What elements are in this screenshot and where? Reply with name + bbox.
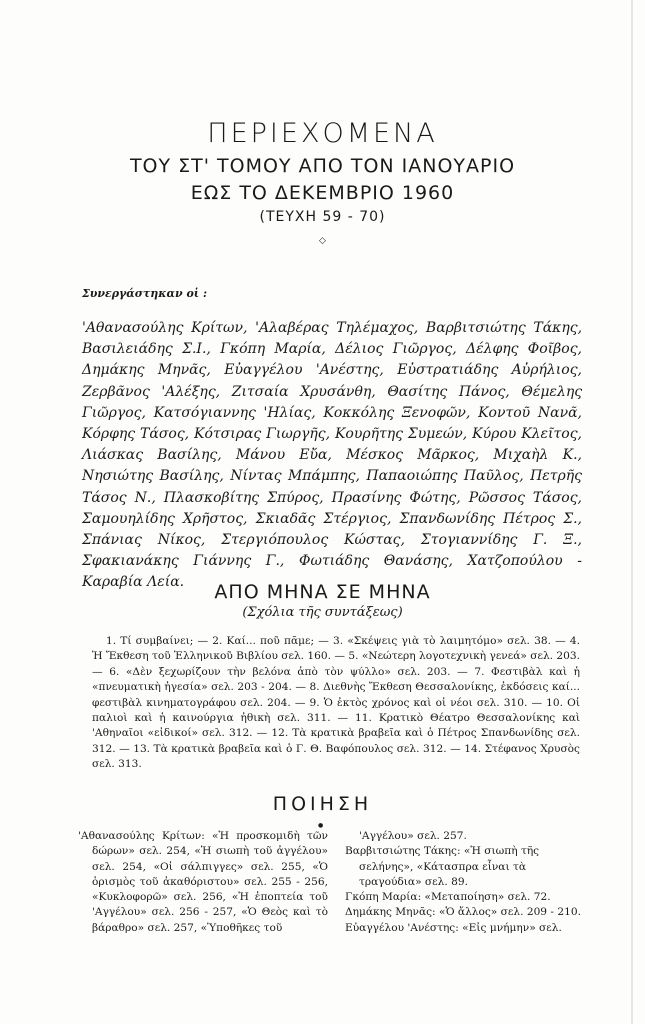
contributor-name: Σαμουηλίδης Χρῆστος, bbox=[82, 510, 248, 527]
poetry-left-column bbox=[78, 829, 328, 936]
contributor-name: Κοντοῦ Νανᾶ, bbox=[478, 404, 582, 421]
contributor-name: Δημάκης Μηνᾶς, bbox=[82, 362, 211, 379]
poetry-entry: Εὐαγγέλου 'Ανέστης: «Εἰς μνήμην» σελ. bbox=[345, 921, 562, 934]
month-section-text: 1. Τί συμβαίνει; — 2. Καί... ποῦ πᾶμε; — 3. «Σκέψεις γιὰ τὸ λαιμητόμο» σελ. 38. — 4. Ἡ Ἔκθεση τοῦ Ἑλληνικοῦ Βιβλίου σελ. 160. — 5. «Νεώτερη λογοτεχνικὴ γενεά» σελ. 203. — 6. «Δὲν ξεχωρίζουν τὴν βελόνα ἀπὸ τὸν ψύλλο» σελ. 203. — 7. Φεστιβὰλ καὶ ἡ «πνευματικὴ ἡγεσία» σελ. 203 - 204. — 8. Διεθνὴς Ἔκθεση Θεσσαλονίκης, ἐκδόσεις καί... φεστιβὰλ κινηματογράφου σελ. 204. — 9. Ὁ ἐκτὸς χρόνος καὶ οἱ νέοι σελ. 310. — 10. Οἱ παλιοὶ καὶ ἡ καινούργια ἠθικὴ σελ. 311. — 11. Κρατικὸ Θέατρο Θεσσαλονίκης καὶ 'Αθηναῖοι «εἰδικοί» σελ. 312. — 12. Τὰ κρατικὰ βραβεῖα καὶ ὁ Πέτρος Σπανδωνίδης σελ. 312. — 13. Τὰ κρατικὰ βραβεῖα καὶ ὁ Γ. Θ. Βαφόπουλος σελ. 312. — 14. Στέφανος Χρυσὸς σελ. 313. bbox=[92, 635, 580, 771]
contributor-name: Θέμελης Γιῶργος, bbox=[82, 383, 583, 421]
contributor-name: Εὐαγγέλου 'Ανέστης, bbox=[224, 362, 384, 379]
contributor-name: Ρῶσσος Τάσος, bbox=[468, 489, 582, 506]
month-section-title: ΑΠΟ ΜΗΝΑ ΣΕ ΜΗΝΑ bbox=[214, 581, 431, 603]
page-edge bbox=[631, 0, 633, 1024]
contributor-name: Μάνου Εὔα, bbox=[235, 447, 332, 464]
contributors-list bbox=[82, 318, 582, 594]
contributor-name: Κουρῆτης Συμεών, bbox=[334, 426, 468, 443]
contributor-name: Στογιαννίδης Γ. Ξ., bbox=[420, 532, 582, 549]
poetry-entry: Δημάκης Μηνᾶς: «Ὁ ἄλλος» σελ. 209 - 210. bbox=[345, 906, 581, 919]
contributor-name: Πετρῆς Τάσος Ν., bbox=[82, 468, 582, 506]
contributor-name: 'Αλαβέρας Τηλέμαχος, bbox=[255, 320, 419, 336]
contributor-name: Δέλφης Φοῖβος, bbox=[465, 341, 582, 358]
contributor-name: Εὐστρατιάδης Αὐρήλιος, bbox=[397, 362, 582, 379]
contributor-name: Βαρβιτσιώτης Τάκης, bbox=[425, 320, 583, 336]
contributor-name: Στεργιόπουλος Κώστας, bbox=[221, 532, 405, 549]
contributor-name: Βασιλειάδης Σ.Ι., bbox=[82, 341, 211, 358]
contributor-name: Ζιτσαία Χρυσάνθη, bbox=[231, 383, 376, 400]
contributor-name: Σπανδωνίδης Πέτρος Σ., bbox=[399, 510, 583, 527]
contributor-name: Σπάνιας Νίκος, bbox=[82, 532, 206, 549]
month-section-subtitle: (Σχόλια τῆς συντάξεως) bbox=[242, 605, 403, 620]
diamond-icon: ◇ bbox=[319, 236, 326, 246]
volume-subtitle: ΤΟΥ ΣΤ' ΤΟΜΟΥ ΑΠΟ ΤΟΝ ΙΑΝΟΥΑΡΙΟ bbox=[129, 155, 516, 177]
poetry-right-column bbox=[345, 829, 585, 936]
contributors-heading: Συνεργάστηκαν οἱ : bbox=[82, 287, 208, 300]
contributor-name: Πρασίνης Φώτης, bbox=[331, 489, 461, 506]
contributor-name: Γκόπη Μαρία, bbox=[220, 341, 326, 358]
contributor-name: 'Αθανασούλης Κρίτων, bbox=[82, 320, 248, 336]
contributor-name: Μιχαὴλ Κ., bbox=[493, 447, 582, 464]
issues-range: (ΤΕΥΧΗ 59 - 70) bbox=[259, 209, 386, 225]
poetry-entry: 'Αγγέλου» σελ. 257. bbox=[359, 830, 467, 842]
poetry-entry: 'Αθανασούλης Κρίτων: «Ἡ προσκομιδὴ τῶν δώρων» σελ. 254, «Ἡ σιωπὴ τοῦ ἀγγέλου» σελ. 254, «Οἱ σάλπιγγες» σελ. 255, «Ὁ ὁρισμὸς τοῦ ἀκαθόριστου» σελ. 255 - 256, «Κυκλοφορῶ» σελ. 256, «Ἡ ἐποπτεία τοῦ 'Αγγέλου» σελ. 256 - 257, «Ὁ Θεὸς καὶ τὸ βάραθρο» σελ. 257, «Ὑποθῆκες τοῦ bbox=[78, 830, 328, 934]
contributor-name: Νησιώτης Βασίλης, bbox=[82, 468, 224, 485]
contributor-name: Σκιαδᾶς Στέργιος, bbox=[255, 510, 392, 527]
contributor-name: Δέλιος Γιῶργος, bbox=[335, 341, 457, 358]
contributor-name: Νίντας Μπάμπης, bbox=[230, 468, 360, 485]
contributor-name: Κόρφης Τάσος, bbox=[82, 426, 190, 443]
contributor-name: Λιάσκας Βασίλης, bbox=[82, 447, 222, 464]
small-dot-icon: ● bbox=[318, 822, 324, 829]
contributor-name: Μέσκος Μᾶρκος, bbox=[346, 447, 480, 464]
poetry-section-title: ΠΟΙΗΣΗ bbox=[272, 793, 373, 815]
poetry-entry: Γκόπη Μαρία: «Μεταποίηση» σελ. 72. bbox=[345, 891, 551, 904]
contributor-name: Θασίτης Πάνος, bbox=[387, 383, 510, 400]
contributor-name: Σφακιανάκης Γιάννης Γ., bbox=[82, 553, 285, 570]
date-range-subtitle: ΕΩΣ ΤΟ ΔΕΚΕΜΒΡΙΟ 1960 bbox=[190, 182, 455, 204]
contributor-name: Κότσιρας Γιωργῆς, bbox=[194, 426, 331, 443]
contributor-name: Πλασκοβίτης Σπύρος, bbox=[163, 489, 324, 506]
contributor-name: Παπαοιώπης Παῦλος, bbox=[366, 468, 524, 485]
contributor-name: Φωτιάδης Θανάσης, bbox=[298, 553, 453, 570]
page-title: ΠΕΡΙΕΧΟΜΕΝΑ bbox=[207, 118, 438, 149]
contributor-name: Κύρου Κλεῖτος, bbox=[472, 426, 582, 443]
contributor-name: Ζερβᾶνος 'Αλέξης, bbox=[82, 383, 221, 400]
contributor-name: Κατσόγιαννης 'Ηλίας, bbox=[153, 404, 316, 421]
contributor-name: Κοκκόλης Ξενοφῶν, bbox=[323, 404, 471, 421]
contributor-name: Χατζοπούλου - Καραβία Λεία. bbox=[82, 553, 582, 591]
poetry-entry: Βαρβιτσιώτης Τάκης: «Ἡ σιωπὴ τῆς σελήνης», «Κάτασπρα εἶναι τὰ τραγούδια» σελ. 89. bbox=[345, 845, 540, 888]
